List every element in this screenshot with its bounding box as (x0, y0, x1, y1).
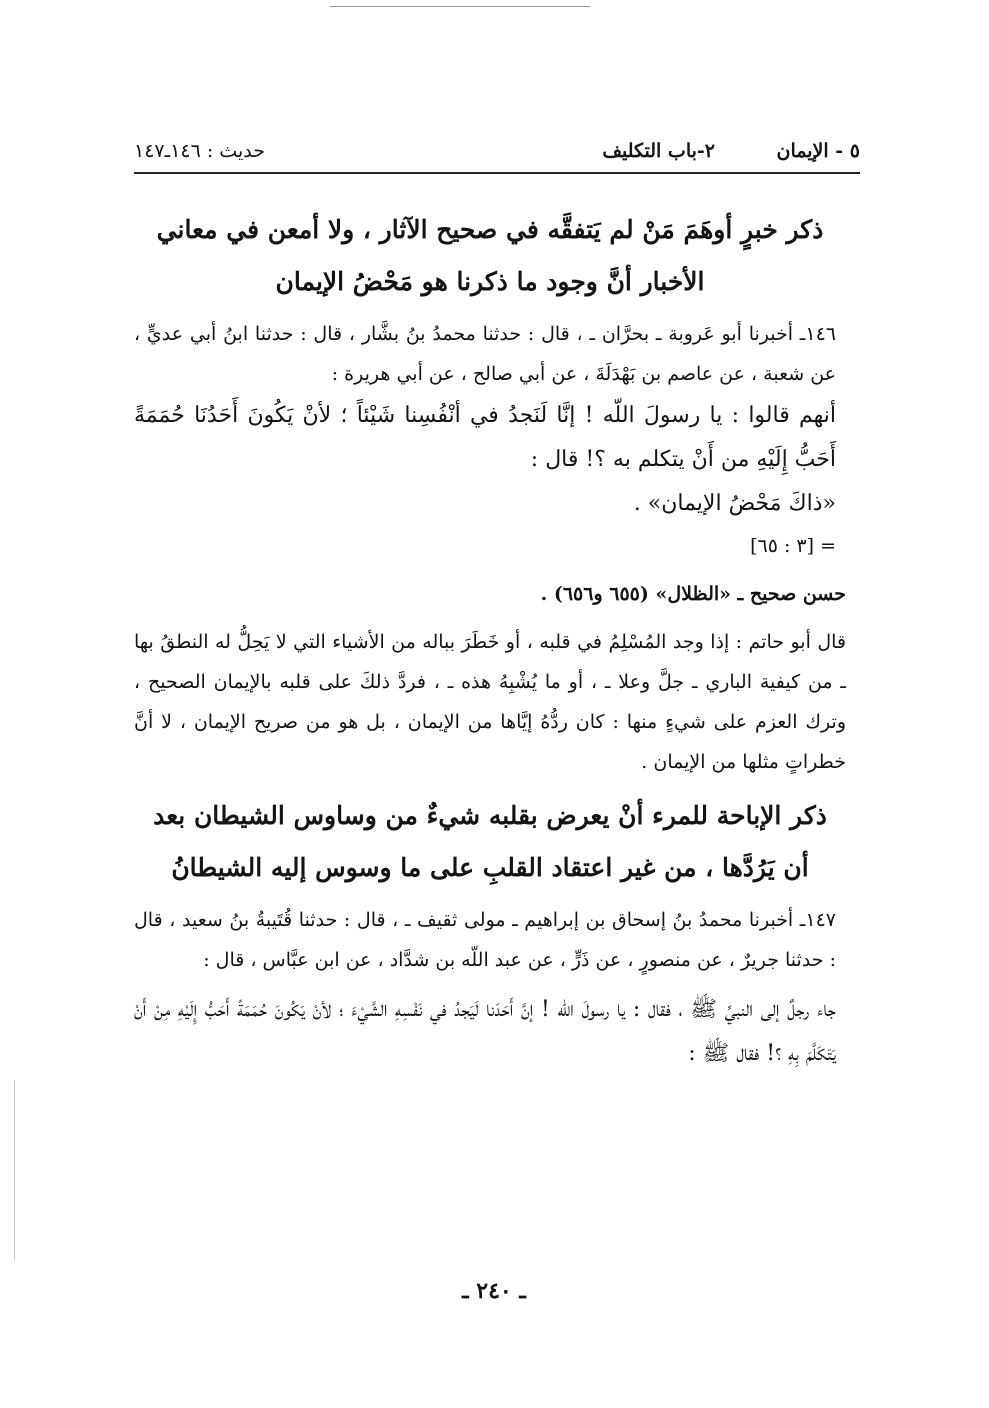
page-edge-line (14, 1080, 15, 1260)
hadith-147-isnad: ١٤٧ـ أخبرنا محمدُ بنُ إسحاق بن إبراهيم ـ مولى ثقيف ـ ، قال : حدثنا قُتَيبةُ بنُ سعيد ، قال : حدثنا جريرٌ ، عن منصورٍ ، عن ذَرٍّ ، عن عبد اللّه بن شدَّاد ، عن ابن عبَّاس ، قال : (134, 909, 836, 971)
hadith-range: حديث : ١٤٦ـ١٤٧ (134, 140, 265, 162)
running-head (134, 134, 860, 168)
hadith-146-answer: «ذاكَ مَحْضُ الإيمان» . (633, 491, 836, 516)
hadith-146-matn: أنهم قالوا : يا رسولَ اللّه ! إنَّا لَنَجدُ في أنْفُسِنا شَيْئاً ؛ لأنْ يَكُونَ أَحَدُنَا حُمَمَةً أَحَبُّ إِلَيْهِ من أَنْ يتكلم به ؟! قال : (134, 403, 836, 472)
page-number: ـ ٢٤٠ ـ (462, 1278, 526, 1304)
hadith-146-reference: = [٣ : ٦٥] (750, 535, 836, 557)
section-name: ٢-باب التكليف (602, 140, 715, 162)
abu-hatim-comment: قال أبو حاتم : إذا وجد المُسْلِمُ في قلبه ، أو خَطَرَ بباله من الأشياء التي لا يَحِلُّ له النطقُ بها ـ من كيفية الباري ـ جلَّ وعلا ـ ، أو ما يُشْبِهُ هذه ـ ، فردَّ ذلكَ على قلبه بالإيمان الصحيح ، وترك العزم على شيءٍ منها : كان ردُّهُ إيَّاها من الإيمان ، بل هو من صريح الإيمان ، لا أنَّ خطراتٍ مثلها من الإيمان . (134, 631, 846, 773)
top-scan-line (330, 6, 590, 7)
chapter-title-2: ذكر الإباحة للمرء أنْ يعرض بقلبه شيءٌ من وساوس الشيطان بعد أن يَرُدَّها ، من غير اعتقاد القلبِ على ما وسوس إليه الشيطانُ (153, 801, 827, 882)
grading-note: حسن صحيح ـ «الظلال» (٦٥٥ و٦٥٦) . (540, 583, 846, 605)
chapter-title-1: ذكر خبرٍ أوهَمَ مَنْ لم يَتفقَّه في صحيح الآثار ، ولا أمعن في معاني الأخبار أنَّ وجود ما ذكرنا هو مَحْضُ الإيمان (156, 215, 824, 296)
hadith-147-matn: جاء رجلٌ إلى النبيِّ ﷺ ، فقال : يا رسولَ اللّه ! إنَّ أَحَدَنا لَيَجدُ في نَفْسِهِ الشَّيْءَ ؛ لأنْ يَكُونَ حُمَمَةً أَحَبُّ إِلَيْهِ مِنْ أَنْ يَتَكَلَّمَ بِهِ ؟! فقال ﷺ : (134, 997, 836, 1066)
chapter-name: ٥ - الإيمان (776, 140, 860, 162)
hadith-146-isnad: ١٤٦ـ أخبرنا أبو عَروبة ـ بحرَّان ـ ، قال : حدثنا محمدُ بنُ بشَّار ، قال : حدثنا ابنُ أبي عديٍّ ، عن شعبة ، عن عاصم بن بَهْدَلَةَ ، عن أبي صالح ، عن أبي هريرة : (134, 323, 836, 385)
page-body (134, 204, 846, 1076)
header-divider (134, 172, 860, 174)
